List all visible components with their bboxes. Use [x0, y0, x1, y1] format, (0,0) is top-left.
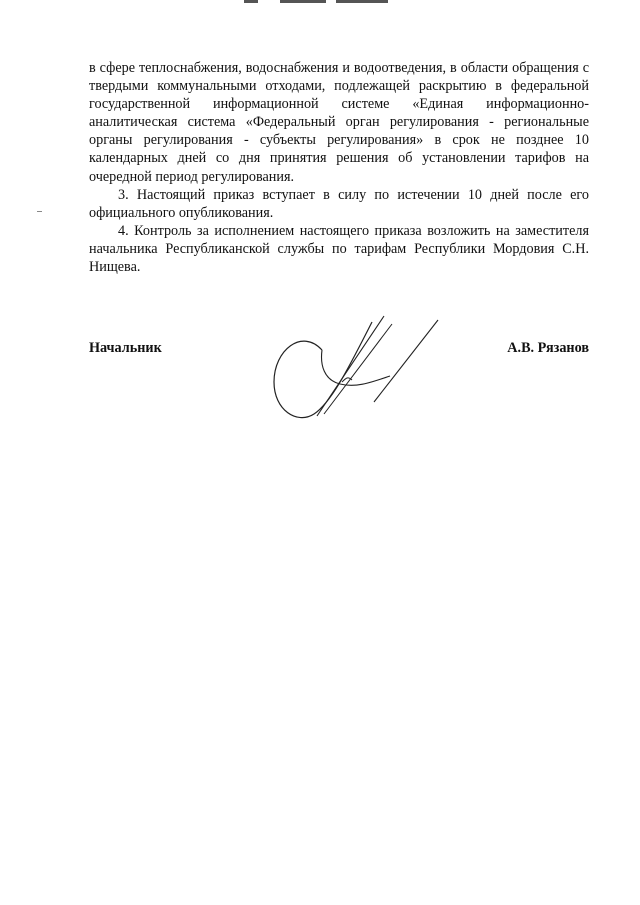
signatory-name: А.В. Рязанов — [507, 340, 589, 356]
signatory-title: Начальник — [89, 340, 162, 356]
paragraph-3: 3. Настоящий приказ вступает в силу по истечении 10 дней после его официального опубликования. — [89, 186, 589, 221]
scan-artifact — [210, 0, 410, 4]
document-body — [89, 59, 589, 276]
paragraph-4: 4. Контроль за исполнением настоящего приказа возложить на заместителя начальника Республиканской службы по тарифам Республики Мордовия С.Н. Нищева. — [89, 222, 589, 276]
handwritten-signature — [262, 310, 452, 430]
paragraph-continuation: в сфере теплоснабжения, водоснабжения и водоотведения, в области обращения с твердыми коммунальными отходами, подлежащей раскрытию в федеральной государственной информационной системе «Единая информационно-аналитическая система «Федеральный орган регулирования - региональные органы регулирования - субъекты регулирования» в срок не позднее 10 календарных дней со дня принятия решения об установлении тарифов на очередной период регулирования. — [89, 60, 589, 185]
margin-mark — [37, 211, 42, 212]
